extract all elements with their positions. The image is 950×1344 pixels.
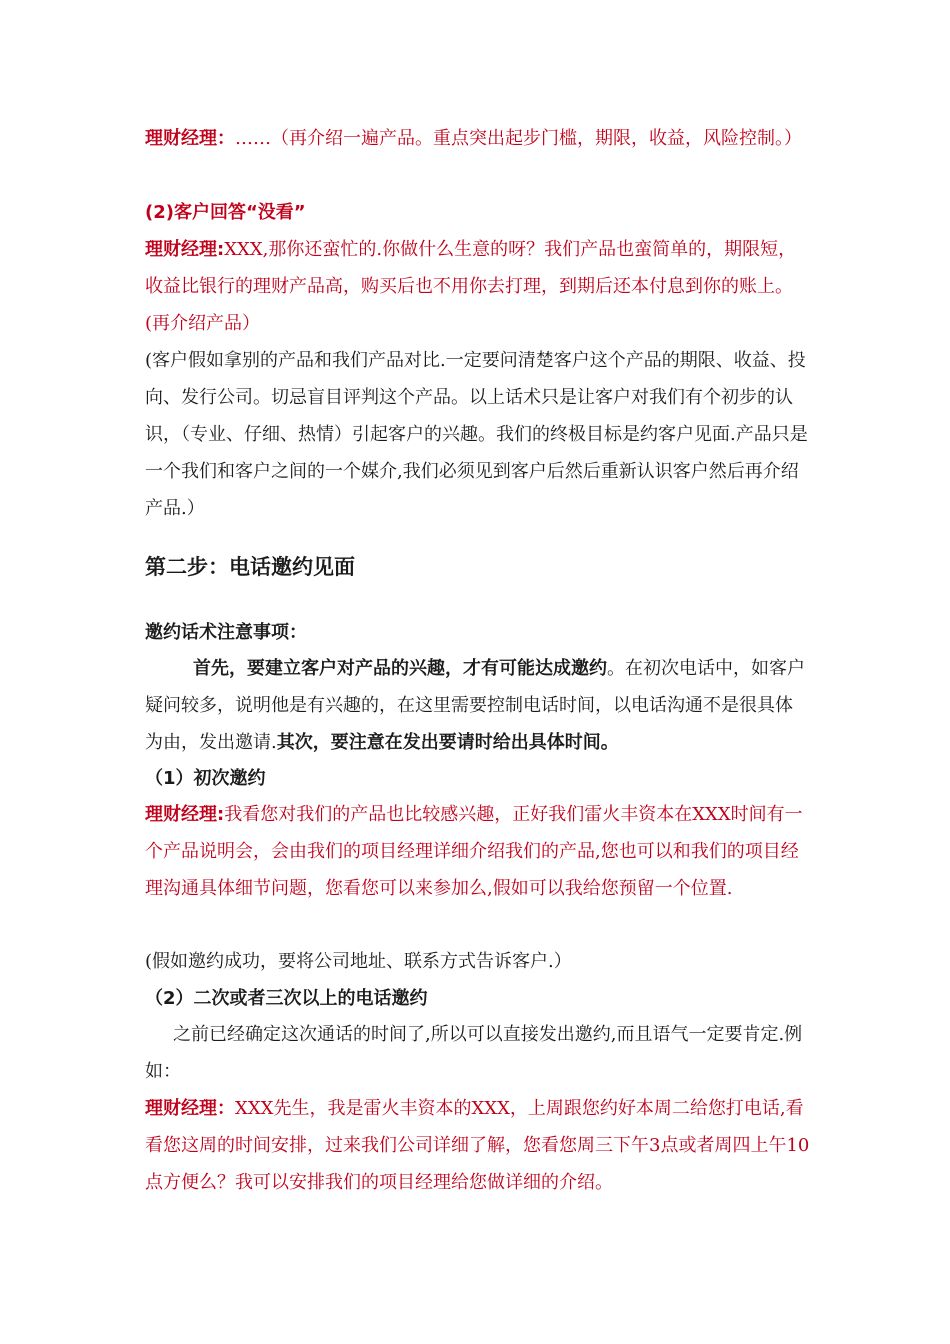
paragraph-manager-first-invite [145, 796, 810, 907]
paragraph-invitation-guidance [145, 650, 810, 761]
subheading-invitation-notes: 邀约话术注意事项： [145, 622, 307, 643]
paragraph-text: ……（再介绍一遍产品。重点突出起步门槛，期限，收益，风险控制。） [235, 128, 802, 149]
subheading-client-not-seen: (2)客户回答“没看” [145, 202, 306, 223]
emphasis-second: 其次，要注意在发出要请时给出具体时间。 [276, 732, 619, 753]
paragraph-manager-repeat-invite [145, 1090, 810, 1201]
speaker-label: 理财经理： [145, 1098, 235, 1119]
subheading-first-invitation: （1）初次邀约 [145, 768, 266, 789]
subheading-repeat-invitation: （2）二次或者三次以上的电话邀约 [145, 988, 428, 1009]
speaker-label: 理财经理： [145, 128, 235, 149]
speaker-label: 理财经理: [145, 239, 225, 260]
section-heading-step-two: 第二步：电话邀约见面 [145, 555, 355, 579]
paragraph-manager-response [145, 231, 810, 342]
paragraph-text: 。在初次电话中，如客户疑问较多，说明他是有兴趣的，在这里需要控制电话时间，以电话沟通不是很具体为由，发出邀请. [145, 658, 805, 753]
paragraph-text: 我看您对我们的产品也比较感兴趣，正好我们雷火丰资本在XXX时间有一个产品说明会，会由我们的项目经理详细介绍我们的产品,您也可以和我们的项目经理沟通具体细节问题，您看您可以来参加么,假如可以我给您预留一个位置. [145, 804, 803, 899]
paragraph-text: XXX,那你还蛮忙的.你做什么生意的呀？我们产品也蛮简单的，期限短，收益比银行的理财产品高，购买后也不用你去打理，到期后还本付息到你的账上。(再介绍产品） [145, 239, 797, 334]
paragraph-success-note: (假如邀约成功，要将公司地址、联系方式告诉客户.） [145, 951, 572, 972]
speaker-label: 理财经理: [145, 804, 225, 825]
paragraph-repeat-guidance: 之前已经确定这次通话的时间了,所以可以直接发出邀约,而且语气一定要肯定.例如： [145, 1024, 803, 1082]
paragraph-manager-reintroduce [145, 120, 810, 157]
paragraph-text: XXX先生，我是雷火丰资本的XXX，上周跟您约好本周二给您打电话,看看您这周的时间安排，过来我们公司详细了解，您看您周三下午3点或者周四上午10点方便么？我可以安排我们的项目经理给您做详细的介绍。 [145, 1098, 810, 1193]
emphasis-first: 首先，要建立客户对产品的兴趣，才有可能达成邀约 [193, 658, 607, 679]
paragraph-comparison-note: (客户假如拿别的产品和我们产品对比.一定要问清楚客户这个产品的期限、收益、投向、发行公司。切忌盲目评判这个产品。以上话术只是让客户对我们有个初步的认识，（专业、仔细、热情）引起客户的兴趣。我们的终极目标是约客户见面.产品只是一个我们和客户之间的一个媒介,我们必须见到客户后然后重新认识客户然后再介绍产品.） [145, 350, 808, 519]
